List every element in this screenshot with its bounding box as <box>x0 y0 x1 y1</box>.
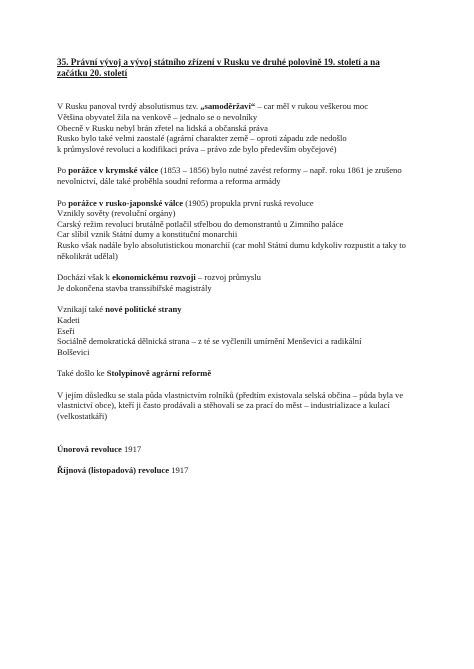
paragraph-economy <box>57 272 417 293</box>
term-economic-development: ekonomickému rozvoji <box>112 272 196 283</box>
paragraph-line: Obecně v Rusku nebyl brán zřetel na lidská a občanská práva <box>57 122 268 133</box>
paragraph-line: Eseři <box>57 325 75 336</box>
paragraph-line: Po porážce v rusko-japonské válce (1905) propukla první ruská revoluce <box>57 197 314 208</box>
paragraph-line: k průmyslové revoluci a kodifikaci práva – právo zde bylo především obyčejové) <box>57 143 337 154</box>
paragraph-reform-consequence <box>57 390 417 422</box>
paragraph-line: Většina obyvatel žila na venkově – jednalo se o nevolníky <box>57 112 258 122</box>
term-october-revolution: Říjnová (listopadová) revoluce <box>57 465 170 476</box>
term-february-revolution: Únorová revoluce <box>57 443 122 454</box>
paragraph-stolypin <box>57 368 417 379</box>
term-samoderzavi: „samoděržaví“ <box>200 101 256 112</box>
paragraph-line: Kadeti <box>57 314 80 325</box>
term-stolypin-reform: Stolypinově agrární reformě <box>106 368 212 379</box>
paragraph-line: Vznikly sověty (revoluční orgány) <box>57 208 176 219</box>
paragraph-line: V jejím důsledku se stala půda vlastnictvím rolníků (předtím existovala selská občina – půda byla ve vlastnictví obce), kteří ji často prodávali a stěhovali se za prací do měst – industrializace a kulací (velkostatkáři) <box>57 389 404 422</box>
term-crimean-war: porážce v krymské válce <box>68 165 159 176</box>
paragraph-february-revolution <box>57 444 417 455</box>
paragraph-line: Sociálně demokratická dělnická strana – z té se vyčlenili umírnění Menševici a radikální <box>57 336 362 347</box>
paragraph-russo-japanese-war <box>57 198 417 262</box>
paragraph-line: Rusko bylo také velmi zaostalé (agrární charakter země – oproti západu zde nedošlo <box>57 133 347 144</box>
paragraph-october-revolution <box>57 465 417 476</box>
heading-line-2: začátku 20. století <box>57 68 128 79</box>
document-content <box>57 57 417 487</box>
chapter-heading <box>57 57 417 79</box>
paragraph-line: Také došlo ke Stolypinově agrární reformě <box>57 368 212 379</box>
paragraph-line: Car slíbil vznik Státní dumy a konstituční monarchii <box>57 229 238 240</box>
paragraph-political-parties <box>57 304 417 357</box>
paragraph-line: V Rusku panoval tvrdý absolutismus tzv. „samoděržaví“ – car měl v rukou veškerou moc <box>57 101 369 112</box>
paragraph-line: Carský režim revoluci brutálně potlačil střelbou do demonstrantů u Zimního paláce <box>57 218 344 229</box>
term-political-parties: nové politické strany <box>105 304 182 315</box>
paragraph-line: Vznikají také nové politické strany <box>57 304 182 315</box>
paragraph-line: Říjnová (listopadová) revoluce 1917 <box>57 465 189 476</box>
paragraph-line: Po porážce v krymské válce (1853 – 1856) bylo nutné zavést reformy – např. roku 1861 je zrušeno nevolnictví, dále také proběhla soudní reforma a reforma armády <box>57 165 402 186</box>
paragraph-line: Únorová revoluce 1917 <box>57 443 142 454</box>
term-russo-japanese-war: porážce v rusko-japonské válce <box>68 197 184 208</box>
paragraph-absolutism <box>57 101 417 154</box>
paragraph-line: Dochází však k ekonomickému rozvoji – rozvoj průmyslu <box>57 272 261 283</box>
paragraph-line: Bolševici <box>57 346 90 357</box>
paragraph-line: Rusko však nadále bylo absolutistickou monarchií (car mohl Státní dumu kdykoliv rozpustit a taky to několikrát udělal) <box>57 239 406 261</box>
heading-line-1: 35. Právní vývoj a vývoj státního zřízení v Rusku ve druhé polovině 19. století a na <box>57 57 380 67</box>
paragraph-line: Je dokončena stavba transsibiřské magistrály <box>57 282 212 293</box>
paragraph-crimean-war <box>57 165 417 186</box>
